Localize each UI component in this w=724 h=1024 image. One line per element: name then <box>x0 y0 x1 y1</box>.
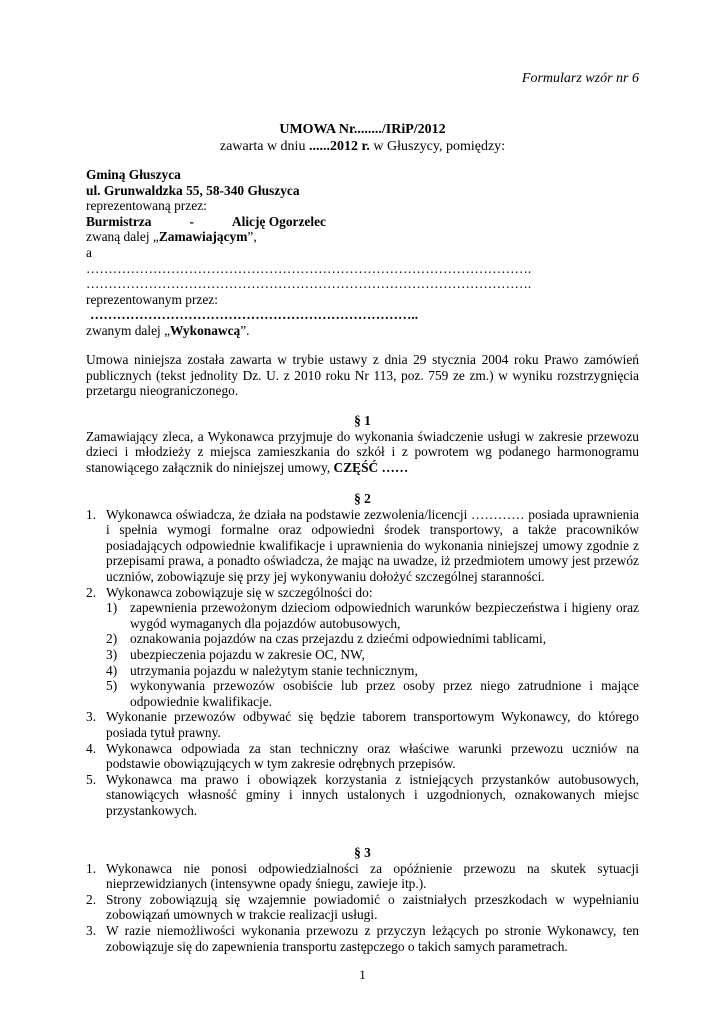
sub-item <box>106 631 639 647</box>
contract-title-block <box>86 121 639 155</box>
item-text: Wykonanie przewozów odbywać się będzie taborem transportowym Wykonawcy, do którego posiada tytuł prawny. <box>106 709 639 740</box>
item-number: 4. <box>86 740 97 756</box>
date-line-prefix: zawarta w dniu <box>219 139 309 154</box>
item-text: Wykonawca ma prawo i obowiązek korzystania z istniejących przystanków autobusowych, stanowiących własność gminy i innych ustalonych i uzgodnionych, oznakowanych miejsc przystankowych. <box>106 771 639 818</box>
section-2-list <box>86 507 639 819</box>
called-prefix: zwaną dalej „ <box>86 229 159 245</box>
signer-line <box>86 214 326 230</box>
sub-item <box>106 663 639 679</box>
item-text: W razie niemożliwości wykonania przewozu z przyczyn leżących po stronie Wykonawcy, ten zobowiązuje się do zapewnienia transportu zastępczego o takich samych parametrach. <box>106 922 639 954</box>
item-text: Wykonawca zobowiązuje się w szczególności do: <box>106 584 373 600</box>
sub-item-number: 1) <box>106 600 118 616</box>
item-number: 5. <box>86 771 97 787</box>
and-word: a <box>86 244 92 260</box>
section-3-list <box>86 861 639 955</box>
sub-item <box>106 678 639 709</box>
sub-item-text: ubezpieczenia pojazdu w zakresie OC, NW, <box>130 646 365 662</box>
called-contractor-line <box>86 323 639 339</box>
section-1-heading: § 1 <box>354 413 371 428</box>
client-term: Zamawiającym <box>158 229 248 245</box>
item-number: 3. <box>86 922 97 938</box>
section-1-body: Zamawiający zleca, a Wykonawca przyjmuje do wykonania świadczenie usługi w zakresie przewozu dzieci i młodzieży z miejsca zamieszkania do szkół i z powrotem wg podanego harmonogramu stanowiącego załącznik do niniejszej umowy, <box>86 428 639 475</box>
page-number: 1 <box>359 967 366 982</box>
called-client-line <box>86 229 639 245</box>
sub-list <box>106 600 639 709</box>
sub-item-text: utrzymania pojazdu w należytym stanie technicznym, <box>130 662 418 678</box>
sub-item-number: 2) <box>106 631 118 647</box>
represented-by-label: reprezentowaną przez: <box>86 198 207 214</box>
sub-item <box>106 647 639 663</box>
list-item <box>86 772 639 819</box>
date-value: ......2012 r. <box>308 139 370 154</box>
section-2-heading: § 2 <box>354 491 371 506</box>
item-number: 2. <box>86 584 97 600</box>
item-text: Wykonawca oświadcza, że działa na podstawie zezwolenia/licencji ………… posiada uprawnienia i spełnia wymogi formalne oraz odpowiedni środek transportowy, a także pracowników posiadających odpowiednie kwalifikacje i uprawnienia do wykonania niniejszej umowy zgodnie z przepisami prawa, a ponadto oświadcza, że mając na uwadze, iż przedmiotem umowy jest przewóz uczniów, zobowiązuje się przy jej wykonywaniu dołożyć szczególnej staranności. <box>106 506 639 584</box>
party-address: ul. Grunwaldzka 55, 58-340 Głuszyca <box>86 182 300 198</box>
item-number: 3. <box>86 709 97 725</box>
item-text: Strony zobowiązują się wzajemnie powiadomić o zaistniałych przeszkodach w wypełnianiu zobowiązań umownych w trakcie realizacji usługi. <box>106 891 639 923</box>
list-item <box>86 923 639 954</box>
parties-block <box>86 167 639 339</box>
section-3-heading: § 3 <box>354 845 371 860</box>
represented-by2-label: reprezentowanym przez: <box>86 291 218 307</box>
item-number: 2. <box>86 891 97 907</box>
list-item <box>86 585 639 710</box>
section-1-text <box>86 429 639 476</box>
section-3 <box>86 845 639 954</box>
signer-name: Alicję Ogorzelec <box>231 213 326 229</box>
section-2 <box>86 491 639 818</box>
list-item <box>86 709 639 740</box>
contract-date-line <box>86 138 639 155</box>
form-label: Formularz wzór nr 6 <box>521 71 639 86</box>
contractor-address-blank: ………………………………………………………………………………………. <box>86 276 532 292</box>
item-text: Wykonawca odpowiada za stan techniczny oraz właściwe warunki przewozu uczniów na podstawie obowiązujących w tym zakresie odrębnych przepisów. <box>106 740 639 772</box>
contractor-rep-blank: ……………………………………………………………….. <box>90 307 419 323</box>
item-text: Wykonawca nie ponosi odpowiedzialności za opóźnienie przewozu na skutek sytuacji nieprzewidzianych (intensywne opady śniegu, zawieje itp.). <box>106 860 639 892</box>
sub-item-number: 4) <box>106 662 118 678</box>
contractor-name-blank: ………………………………………………………………………………………. <box>86 260 532 276</box>
sub-item-text: oznakowania pojazdów na czas przejazdu z dziećmi odpowiednimi tablicami, <box>130 631 547 647</box>
date-line-suffix: w Głuszycy, pomiędzy: <box>369 139 506 154</box>
signer-dash: - <box>189 213 194 229</box>
section-1 <box>86 413 639 475</box>
sub-item-number: 3) <box>106 646 118 662</box>
item-number: 1. <box>86 506 97 522</box>
list-item <box>86 892 639 923</box>
contractor-term: Wykonawcą <box>170 322 241 338</box>
sub-item-number: 5) <box>106 678 118 694</box>
signer-role: Burmistrza <box>86 213 152 229</box>
sub-item-text: wykonywania przewozów osobiście lub przez osoby przez niego zatrudnione i mające odpowiednie kwalifikacje. <box>130 678 639 709</box>
called2-suffix: ”. <box>240 322 250 338</box>
contract-title: UMOWA Nr......../IRiP/2012 <box>279 122 446 137</box>
sub-item <box>106 600 639 631</box>
called2-prefix: zwanym dalej „ <box>86 322 171 338</box>
called-suffix: ”, <box>247 229 257 245</box>
list-item <box>86 507 639 585</box>
document-page <box>86 0 639 1024</box>
item-number: 1. <box>86 860 97 876</box>
sub-item-text: zapewnienia przewożonym dzieciom odpowiednich warunków bezpieczeństwa i higieny oraz wygód wymaganych dla pojazdów autobusowych, <box>130 600 639 631</box>
list-item <box>86 861 639 892</box>
party-name: Gminą Głuszyca <box>86 167 181 182</box>
intro-paragraph: Umowa niniejsza została zawarta w trybie ustawy z dnia 29 stycznia 2004 roku Prawo zamówień publicznych (tekst jednolity Dz. U. z 2010 roku Nr 113, poz. 759 ze zm.) w wyniku rozstrzygnięcia przetargu nieograniczonego. <box>86 352 639 399</box>
part-label: CZĘŚĆ …… <box>333 459 409 475</box>
list-item <box>86 741 639 772</box>
